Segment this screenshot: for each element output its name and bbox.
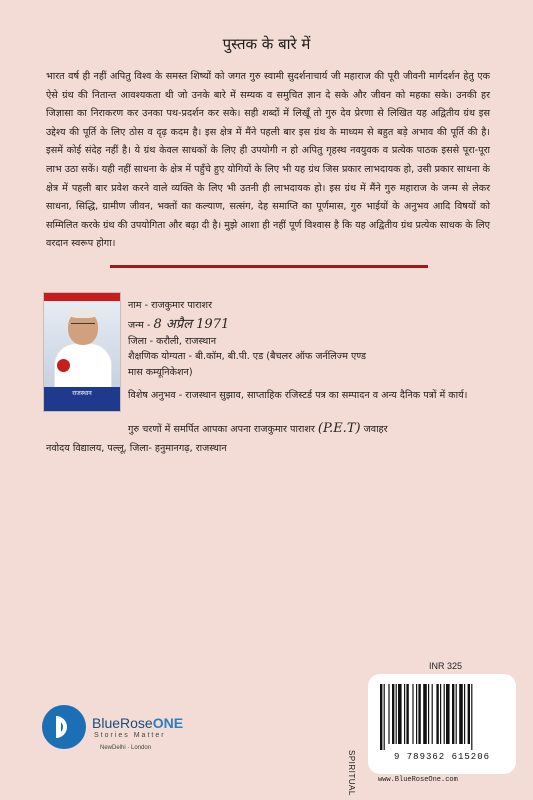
about-heading: पुस्तक के बारे में: [222, 35, 311, 53]
publisher-cities: NewDelhi · London: [100, 745, 152, 751]
barcode-bar: [396, 684, 397, 744]
author-school: नवोदय विद्यालय, पल्लू, जिला- हनुमानगढ़, राजस्थान: [46, 443, 227, 454]
author-dedication: [128, 421, 388, 436]
education-line: शैक्षणिक योग्यता - बी.कॉम, बी.पी. एड (बैचलर ऑफ जर्नलिज्म एण्ड: [128, 351, 367, 362]
isbn-number: 9 789362 615206: [393, 752, 490, 762]
dedication-suffix: जवाहर: [363, 424, 388, 435]
author-district: जिला - करौली, राजस्थान: [128, 336, 217, 347]
barcode-bar: [388, 684, 389, 744]
barcode-bar: [468, 684, 470, 744]
birth-label: जन्म -: [128, 320, 151, 331]
barcode-bar: [398, 684, 402, 744]
barcode-bars: [378, 684, 506, 750]
barcode-bar: [444, 684, 445, 744]
genre-label: SPIRITUAL: [347, 750, 356, 796]
author-education: [128, 349, 498, 381]
about-paragraph: भारत वर्ष ही नहीं अपितु विश्व के समस्त शिष्यों को जगत गुरु स्वामी सुदर्शनाचार्य जी महाराज की पूरी जीवनी मार्गदर्शन हेतु एक ऐसे ग्रंथ की नितान्त आवश्यकता थी जो उनके बारे में सम्यक व समुचित ज्ञान दे सके और जीवन को महका सके। उनकी हर जिज्ञासा का निराकरण कर उनका पथ-प्रदर्शन कर सके। सही शब्दों में लिखूँ तो गुरु देव प्रेरणा से लिखित यह अद्वितीय ग्रंथ इस उद्देश्य की पूर्ति के लिए ठोस व दृढ़ कदम है। इस क्षेत्र में मैंने पहली बार इस ग्रंथ के माध्यम से बहुत बड़े अभाव की पूर्ति की है। इसमें कोई संदेह नहीं है। ये ग्रंथ केवल साधकों के लिए ही उपयोगी न हो अपितु गृहस्थ नवयुवक व प्रत्येक पाठक इससे पूरा-पूरा लाभ उठा सकें। यही नहीं साधना के क्षेत्र में पहुँचे हुए योगियों के लिए भी यह ग्रंथ जिस प्रकार लाभदायक हो, उसी प्रकार साधना के क्षेत्र में पहली बार प्रवेश करने वाले व्यक्ति के लिए भी उतनी ही लाभदायक हो। इस ग्रंथ में मैंने गुरु महाराज के जन्म से लेकर साधना, सिद्धि, ग्रामीण जीवन, भक्तों का कल्याण, सत्संग, देह समाप्ति का पूर्णमास, गुरु भाईयों के अनुभव आदि विषयों को सम्मिलित करके ग्रंथ की उपयोगिता और बढ़ा दी है। मुझे आशा ही नहीं पूर्ण विश्वास है कि यह अद्वितीय ग्रंथ प्रत्येक साधक के लिए वरदान स्वरूप होगा।: [46, 71, 490, 250]
barcode-bar: [384, 684, 385, 750]
barcode-bar: [459, 684, 463, 744]
author-photo: [43, 292, 121, 412]
publisher-tagline: Stories Matter: [94, 732, 166, 739]
publisher-brand: [92, 715, 183, 731]
barcode-bar: [416, 684, 417, 744]
barcode-bar: [418, 684, 420, 744]
photo-glasses: [71, 323, 95, 329]
barcode-bar: [471, 684, 472, 750]
photo-hair: [70, 308, 96, 318]
author-experience: विशेष अनुभव - राजस्थान सुझाव, साप्ताहिक रजिस्टर्ड पत्र का सम्पादन व अन्य दैनिक पत्रों में कार्य।: [128, 390, 468, 401]
barcode-bar: [446, 684, 450, 744]
author-birth: [128, 314, 229, 332]
author-name: नाम - राजकुमार पाराशर: [128, 300, 212, 311]
bluerose-logo-icon: [42, 705, 86, 749]
barcode-bar: [428, 684, 429, 744]
publisher-website: www.BlueRoseOne.com: [378, 776, 458, 784]
barcode-bar: [432, 684, 433, 744]
education-line-cont: मास कम्यूनिकेशन): [128, 367, 193, 378]
barcode-bar: [440, 684, 441, 744]
birth-date: 8 अप्रैल 1971: [153, 317, 230, 332]
barcode: [368, 674, 516, 774]
dedication-prefix: गुरु चरणों में समर्पित आपका अपना राजकुमार पाराशर: [128, 424, 315, 435]
barcode-bar: [464, 684, 465, 744]
brand-one: ONE: [152, 715, 184, 731]
barcode-bar: [412, 684, 413, 744]
dedication-pet: (P.E.T): [317, 421, 361, 436]
photo-top-band: [44, 293, 120, 301]
barcode-bar: [452, 684, 454, 744]
barcode-bar: [392, 684, 394, 744]
section-divider: [110, 265, 428, 268]
price-label: INR 325: [429, 661, 463, 671]
barcode-bar: [404, 684, 405, 744]
barcode-bar: [436, 684, 438, 744]
barcode-bar: [423, 684, 427, 744]
photo-caption: राजस्थान: [44, 387, 120, 412]
brand-main: BlueRose: [92, 715, 153, 731]
barcode-bar: [456, 684, 457, 744]
barcode-bar: [406, 684, 408, 744]
photo-badge-icon: [55, 357, 72, 374]
barcode-bar: [380, 684, 382, 750]
